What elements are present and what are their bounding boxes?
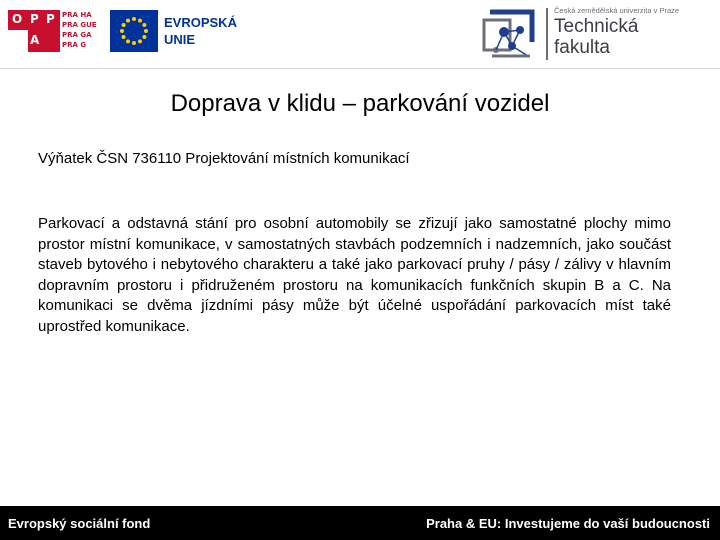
header-band [0, 0, 720, 70]
oppa-logo [8, 10, 100, 52]
oppa-letter-o: O [12, 12, 23, 26]
oppa-letter-a: A [30, 33, 40, 47]
faculty-emblem-icon [482, 6, 540, 62]
university-name: Česká zemědělská univerzita v Praze [554, 6, 680, 15]
technicka-fakulta-logo [482, 2, 720, 66]
footer-left-text: Evropský sociální fond [8, 516, 151, 531]
footer-right-text: Praha & EU: Investujeme do vaší budoucnosti [426, 516, 710, 531]
oppa-letter-p1: P [30, 12, 39, 26]
header-divider [0, 68, 720, 69]
source-reference: Výňatek ČSN 736110 Projektování místních komunikací [38, 150, 410, 167]
slide-title: Doprava v klidu – parkování vozidel [170, 90, 550, 117]
footer-bar [0, 506, 720, 540]
body-paragraph: Parkovací a odstavná stání pro osobní automobily se zřizují jako samostatné plochy mimo prostor místní komunikace, v samostatných stavbách podzemních i nadzemních, jako součást staveb bytového i nebytového charakteru a také jako parkovací pruhy / pásy / zálivy v hlavním dopravním prostoru i přidruženém prostoru na komunikacích funkčních skupin B a C. Na komunikaci se dvěma jízdními pásy může být účelné uspořádání parkovacích míst také uprostřed komunikace. [38, 215, 671, 335]
eu-logo [110, 10, 250, 54]
oppa-letter-p2: P [46, 12, 55, 26]
faculty-name: Technická fakulta [554, 16, 639, 58]
eu-flag-icon [110, 10, 158, 52]
logo-divider [546, 8, 548, 60]
eu-logo-text: EVROPSKÁ UNIE [164, 15, 237, 47]
oppa-logo-text: PRA HA PRA GUE PRA GA PRA G [62, 11, 97, 49]
